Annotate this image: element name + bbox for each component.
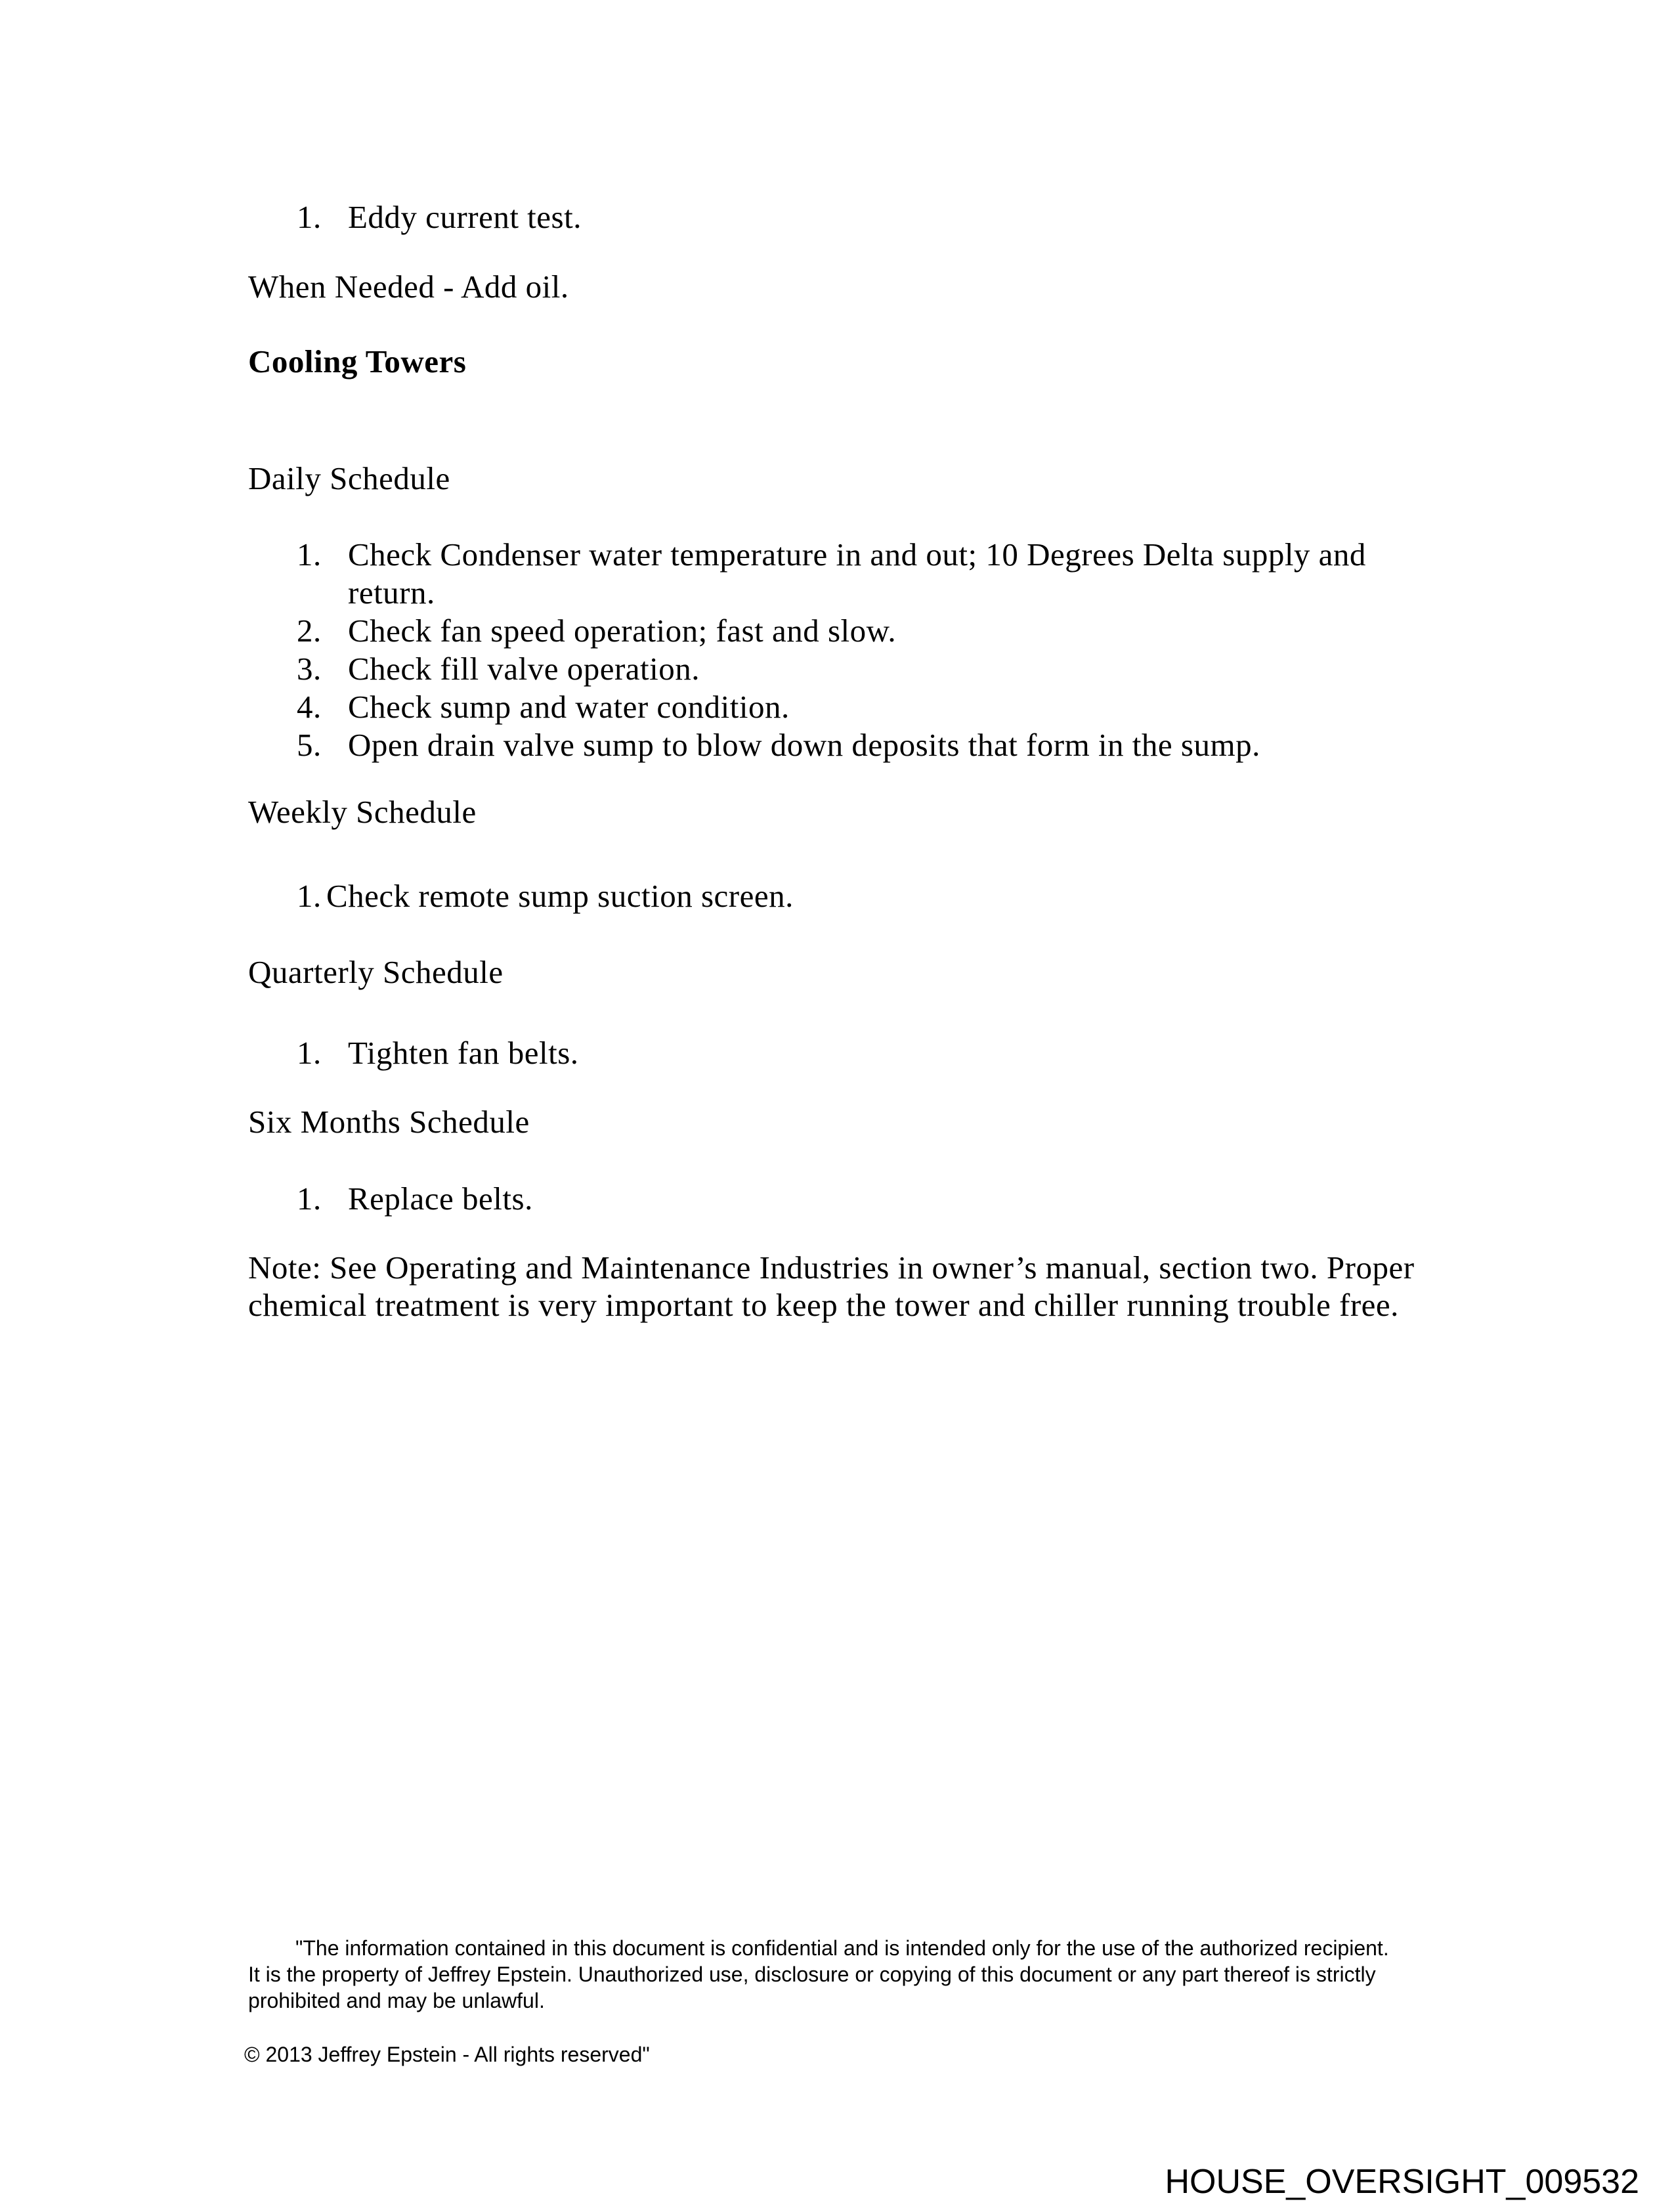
section-heading-quarterly: Quarterly Schedule [248,954,504,990]
list-number: 1. [297,878,322,914]
list-text: Check fill valve operation. [348,651,700,687]
list-text: Eddy current test. [348,199,582,235]
disclaimer-line: "The information contained in this document is confidential and is intended only for the use of the authorized recipient. [295,1936,1389,1960]
bates-number: HOUSE_OVERSIGHT_009532 [1165,2163,1639,2201]
section-heading-daily: Daily Schedule [248,460,450,496]
copyright-line: © 2013 Jeffrey Epstein - All rights reserved" [244,2043,650,2066]
list-number: 1. [297,199,322,235]
list-text: Check sump and water condition. [348,689,790,725]
list-item [297,536,1380,612]
list-text: Tighten fan belts. [348,1035,579,1071]
list-text-line: return. [348,575,435,611]
six-months-schedule-item [297,1180,1413,1217]
note-paragraph [248,1249,1430,1324]
disclaimer-line: It is the property of Jeffrey Epstein. Unauthorized use, disclosure or copying of this document or any part thereof is strictly [248,1963,1376,1986]
note-line: Note: See Operating and Maintenance Industries in owner’s manual, section two. Proper [248,1249,1415,1286]
list-number: 1. [297,536,322,573]
disclaimer-line: prohibited and may be unlawful. [248,1989,545,2012]
document-title: Cooling Towers [248,343,467,380]
list-number: 2. [297,613,322,649]
when-needed-line: When Needed - Add oil. [248,269,569,305]
list-text [348,536,1380,612]
list-text-line: Check Condenser water temperature in and out; 10 Degrees Delta supply and [348,536,1366,573]
list-item [297,726,1380,764]
list-number: 1. [297,1035,322,1071]
list-number: 4. [297,689,322,725]
intro-list-item [297,198,1413,236]
weekly-schedule-item [297,877,1413,915]
note-line: chemical treatment is very important to keep the tower and chiller running trouble free. [248,1287,1399,1323]
list-item [297,650,1380,688]
list-number: 5. [297,727,322,763]
list-text: Check fan speed operation; fast and slow. [348,613,897,649]
quarterly-schedule-item [297,1034,1413,1072]
list-number: 1. [297,1181,322,1217]
footer-disclaimer [248,1935,1404,2014]
list-text: Check remote sump suction screen. [326,878,794,914]
list-text: Replace belts. [348,1181,533,1217]
list-item [297,688,1380,726]
section-heading-six-months: Six Months Schedule [248,1104,530,1140]
section-heading-weekly: Weekly Schedule [248,794,477,830]
list-number: 3. [297,651,322,687]
list-text: Open drain valve sump to blow down deposits that form in the sump. [348,727,1260,763]
daily-schedule-list [297,536,1380,764]
list-item [297,612,1380,650]
